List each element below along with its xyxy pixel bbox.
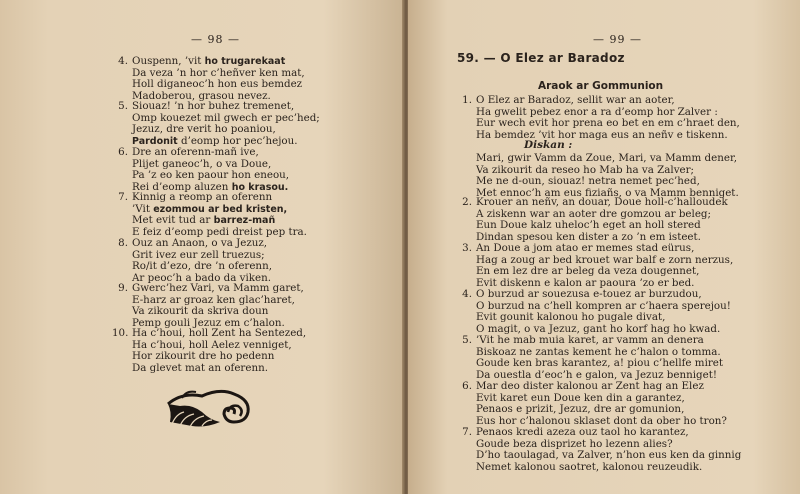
stanza-number: 8.: [118, 237, 128, 249]
stanza: [476, 153, 739, 199]
verse-text: Ouz an Anaon, o va Jezuz,: [132, 237, 268, 249]
verse-line: [476, 130, 740, 142]
verse-text: Ar peoc’h a bado da viken.: [132, 271, 272, 284]
verse-text: Da ouestla d’eoc’h e galon, va Jezuz benniget!: [476, 368, 717, 381]
verse-text: An Doue a jom atao er memes stad eürus,: [476, 242, 695, 254]
stanza: [462, 334, 724, 381]
verse-text: Eun Doue kalz uheloc’h eget an holl stered: [476, 219, 701, 232]
verse-text: E feiz d’eomp pedi dreist pep tra.: [132, 225, 307, 238]
right-page: [408, 0, 800, 494]
emphasized-text: ezommou ar bed kristen,: [153, 203, 288, 215]
emphasized-text: ho krasou.: [231, 181, 289, 193]
verse-text: Ha c’houi, holl Aelez venniget,: [132, 338, 292, 351]
verse-text: Goude beza disprizet ho lezenn alies?: [476, 437, 673, 450]
verse-text: Madoberou, grasou nevez.: [132, 89, 271, 102]
verse-text: Me ne d-oun, siouaz! netra nemet pec’hed,: [476, 175, 700, 188]
stanza-number: 6.: [118, 146, 128, 158]
verse-text: Omp kouezet mil gwech er pec’hed;: [132, 111, 320, 124]
verse-text: Penaos e prizit, Jezuz, dre ar gomunion,: [476, 403, 685, 416]
hymn-title: 59. — O Elez ar Baradoz: [457, 51, 625, 65]
stanza: [462, 94, 740, 141]
verse-text: Ro/it d’ezo, dre ’n oferenn,: [132, 260, 272, 273]
verse-text: d’eomp hor pec’hejou.: [177, 134, 298, 147]
verse-text: Evit gounit kalonou ho pugale divat,: [476, 311, 666, 324]
stanza: [462, 380, 727, 427]
verse-text: Ha c’houi, holl Zent ha Sentezed,: [132, 327, 307, 339]
verse-text: ’Vit he mab muia karet, ar vamm an denera: [476, 334, 704, 346]
page-number: — 98 —: [191, 33, 240, 46]
verse-text: Penaos kredi azeza ouz taol ho karantez,: [476, 426, 689, 438]
stanza-number: 3.: [462, 242, 472, 254]
verse-text: Evit diskenn e kalon ar paoura ’zo er bed.: [476, 276, 695, 289]
stanza: [118, 282, 304, 329]
verse-text: Pemp gouli Jezuz em c’halon.: [132, 316, 285, 329]
verse-text: Holl diganeoc’h hon eus bemdez: [132, 78, 303, 91]
verse-text: Nemet kalonou saotret, kalonou reuzeudik.: [476, 460, 703, 473]
stanza-number: 5.: [462, 334, 472, 346]
verse-line: [476, 462, 741, 474]
verse-text: O Elez ar Baradoz, sellit war an aoter,: [476, 94, 675, 106]
verse-text: Hor zikourit dre ho pedenn: [132, 350, 275, 363]
verse-text: Pa ’z eo ken paour hon eneou,: [132, 169, 290, 182]
verse-text: O magit, o va Jezuz, gant ho korf hag ho kwad.: [476, 322, 721, 335]
verse-text: A ziskenn war an aoter dre gomzou ar beleg;: [476, 207, 711, 220]
verse-text: ’Vit: [132, 202, 154, 215]
verse-text: Met evit tud ar: [132, 214, 214, 227]
verse-line: [132, 192, 307, 204]
verse-text: Ouspenn, ’vit: [132, 55, 205, 67]
verse-text: Siouaz! ’n hor buhez tremenet,: [132, 100, 295, 112]
stanza-number: 7.: [462, 426, 472, 438]
stanza: [462, 288, 731, 335]
verse-text: Dre an oferenn-mañ ive,: [132, 146, 259, 158]
verse-text: En em lez dre ar beleg da veza dougennet,: [476, 265, 700, 278]
verse-text: Hag a zoug ar bed krouet war balf e zorn nerzus,: [476, 253, 734, 266]
page-number: — 99 —: [593, 33, 642, 46]
verse-text: Krouer an neñv, an douar, Doue holl-c’halloudek: [476, 196, 728, 208]
verse-text: Grit ivez eur zell truezus;: [132, 248, 265, 261]
stanza: [462, 196, 728, 243]
stanza-number: 10.: [112, 327, 129, 339]
stanza-number: 6.: [462, 380, 472, 392]
stanza-number: 1.: [462, 94, 472, 106]
stanza-number: 2.: [462, 196, 472, 208]
verse-text: Dindan spesou ken dister a zo ’n em isteet.: [476, 230, 701, 243]
verse-text: Eur wech evit hor prena eo bet en em c’hraet den,: [476, 117, 740, 130]
verse-text: Evit karet eun Doue ken din a garantez,: [476, 391, 685, 404]
stanza-number: 5.: [118, 100, 128, 112]
emphasized-text: Pardonit: [132, 135, 178, 147]
emphasized-text: barrez-mañ: [213, 215, 276, 227]
stanza: [112, 327, 307, 374]
stanza: [462, 242, 734, 289]
verse-text: Plijet ganeoc’h, o va Doue,: [132, 157, 272, 170]
hymn-subtitle: Araok ar Gommunion: [538, 80, 664, 92]
verse-text: Met ennoc’h am eus fiziañs, o va Mamm benniget.: [476, 186, 739, 199]
verse-text: O burzud ar souezusa e-touez ar burzudou,: [476, 288, 702, 300]
verse-text: O burzud na c’hell kompren ar c’haera sperejou!: [476, 299, 731, 312]
verse-text: Ha bemdez ’vit hor maga eus an neñv e tiskenn.: [476, 128, 728, 141]
verse-text: Da glevet mat an oferenn.: [132, 361, 268, 374]
stanza: [462, 426, 742, 473]
stanza: [118, 191, 307, 238]
verse-text: Va zikourit da skriva doun: [132, 305, 269, 318]
refrain-label: Diskan :: [524, 139, 573, 151]
stanza-number: 7.: [118, 191, 128, 203]
stanza: [118, 55, 305, 102]
stanza-number: 9.: [118, 282, 128, 294]
stanza: [118, 146, 290, 193]
verse-text: Ha gwelit pebez enor a ra d’eomp hor Zalver :: [476, 105, 718, 118]
verse-text: D’ho taoulagad, va Zalver, n’hon eus ken da ginnig: [476, 449, 742, 462]
verse-text: E-harz ar groaz ken glac’haret,: [132, 293, 295, 306]
stanza: [118, 100, 320, 147]
verse-text: Eus hor c’halonou sklaset dont da ober ho tron?: [476, 414, 727, 427]
stanza-number: 4.: [118, 55, 128, 67]
verse-text: Jezuz, dre verit ho poaniou,: [132, 123, 276, 136]
verse-text: Gwerc’hez Vari, va Mamm garet,: [132, 282, 304, 294]
verse-text: Mari, gwir Vamm da Zoue, Mari, va Mamm dener,: [476, 152, 738, 164]
verse-text: Va zikourit da reseo ho Mab ha va Zalver;: [476, 163, 694, 176]
verse-line: [132, 363, 306, 375]
verse-text: Rei d’eomp aluzen: [132, 180, 232, 193]
verse-text: Kinnig a reomp an oferenn: [132, 191, 273, 203]
verse-text: Biskoaz ne zantas kement he c’halon o tomma.: [476, 345, 721, 358]
verse-text: Goude ken bras karantez, a! piou c’hellfe miret: [476, 357, 724, 370]
stanza: [118, 237, 272, 284]
flower-ornament-icon: [162, 382, 254, 432]
verse-text: Mar deo dister kalonou ar Zent hag an Elez: [476, 380, 704, 392]
emphasized-text: ho trugarekaat: [204, 56, 286, 67]
verse-text: Da veza ’n hor c’heñver ken mat,: [132, 66, 305, 79]
stanza-number: 4.: [462, 288, 472, 300]
